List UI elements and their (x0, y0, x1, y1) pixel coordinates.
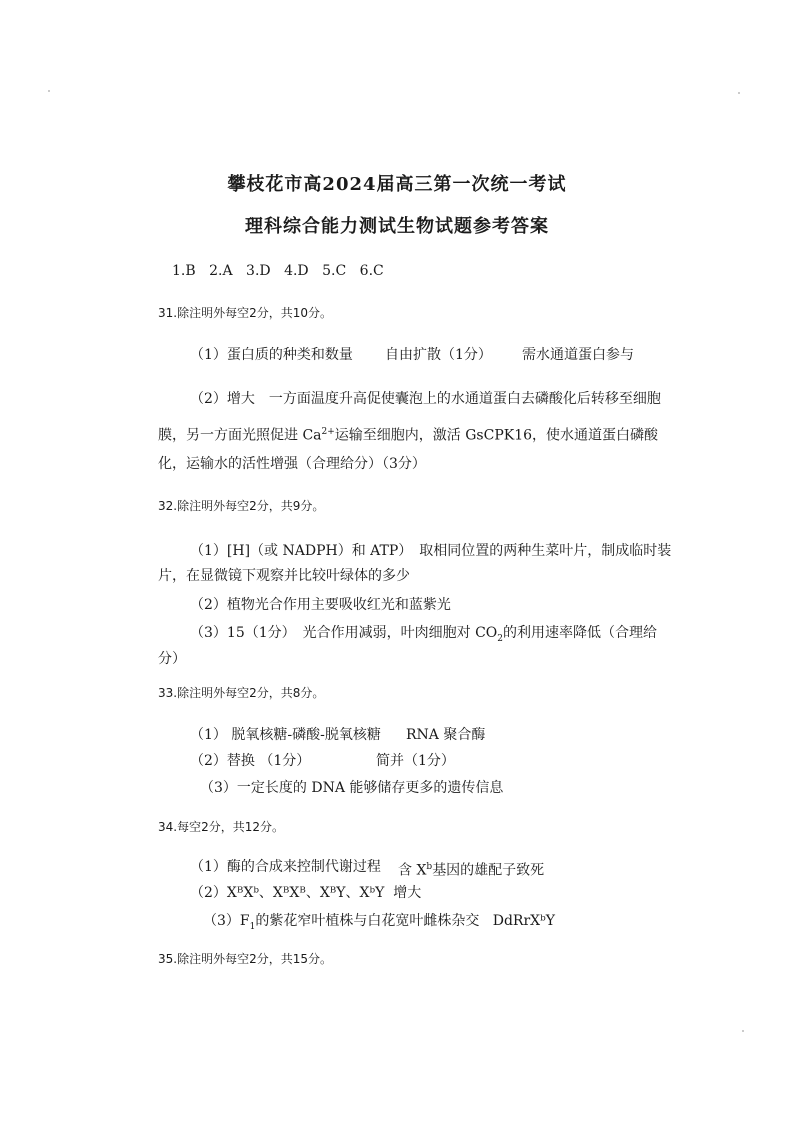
q33-answer-1b: RNA 聚合酶 (406, 727, 486, 743)
q32-answer-2: （2）植物光合作用主要吸收红光和蓝紫光 (190, 597, 451, 613)
q32-answer-3-line2: 分） (158, 651, 186, 667)
page-subtitle: 理科综合能力测试生物试题参考答案 (245, 216, 549, 237)
q31-answer-2-line1: （2）增大 一方面温度升高促使囊泡上的水通道蛋白去磷酸化后转移至细胞 (190, 391, 661, 407)
q33-heading: 33.除注明外每空2分，共8分。 (158, 686, 325, 700)
genotype-list: XᴮXᵇ、XᴮXᴮ、XᴮY、XᵇY (226, 885, 385, 901)
mc-answer: 6.C (359, 263, 384, 279)
q31-answer-2-line2: 膜，另一方面光照促进 $Ca^{2+}$运输至细胞内，激活 GsCPK16，使水通道蛋白磷酸 (158, 427, 659, 444)
q32-answer-1-line2: 片，在显微镜下观察并比较叶绿体的多少 (158, 568, 410, 584)
q34-answer-1a: （1）酶的合成来控制代谢过程 (190, 859, 381, 875)
q33-answer-1a: （1） 脱氧核糖-磷酸-脱氧核糖 (190, 727, 381, 743)
q32-heading: 32.除注明外每空2分，共9分。 (158, 499, 325, 513)
q35-heading: 35.除注明外每空2分，共15分。 (158, 952, 332, 966)
scan-speck (48, 90, 50, 92)
q33-answer-2b: 简并（1分） (376, 753, 455, 769)
q33-answer-3: （3）一定长度的 DNA 能够储存更多的遗传信息 (200, 780, 504, 796)
page-title: 攀枝花市高2024届高三第一次统一考试 (227, 174, 567, 195)
q34-heading: 34.每空2分，共12分。 (158, 820, 284, 834)
mc-answer: 2.A (209, 263, 233, 279)
scan-speck (742, 1030, 744, 1032)
q31-heading: 31.除注明外每空2分，共10分。 (158, 306, 332, 320)
mc-answer: 1.B (172, 263, 196, 279)
q32-answer-1-line1: （1）[H]（或 NADPH）和 ATP） 取相同位置的两种生菜叶片，制成临时装 (190, 543, 672, 559)
q32-answer-3-line1: （3）15（1分） 光合作用减弱，叶肉细胞对 $CO_2$的利用速率降低（合理给 (190, 625, 658, 644)
q34-answer-1b: 含 $X^b$基因的雄配子致死 (398, 862, 545, 879)
mc-answer: 4.D (284, 263, 309, 279)
q34-answer-3: $(3)F_1$的紫花窄叶植株与白花宽叶雌株杂交 DdRrXᵇY (203, 913, 555, 932)
multiple-choice-answers (172, 262, 393, 280)
q31-answer-2-line3: 化，运输水的活性增强（合理给分）（3分） (158, 456, 426, 472)
q31-answer-1c: 需水通道蛋白参与 (522, 347, 634, 363)
q34-answer-2: （2）XᴮXᵇ、XᴮXᴮ、XᴮY、XᵇY 增大 (190, 885, 422, 901)
q33-answer-2a: （2）替换 （1分） (190, 753, 311, 769)
mc-answer: 3.D (246, 263, 271, 279)
q31-answer-1b: 自由扩散（1分） (385, 347, 492, 363)
mc-answer: 5.C (322, 263, 347, 279)
q31-answer-1a: （1）蛋白质的种类和数量 (190, 347, 353, 363)
scan-speck (738, 92, 740, 94)
genotype: DdRrXᵇY (492, 913, 555, 929)
